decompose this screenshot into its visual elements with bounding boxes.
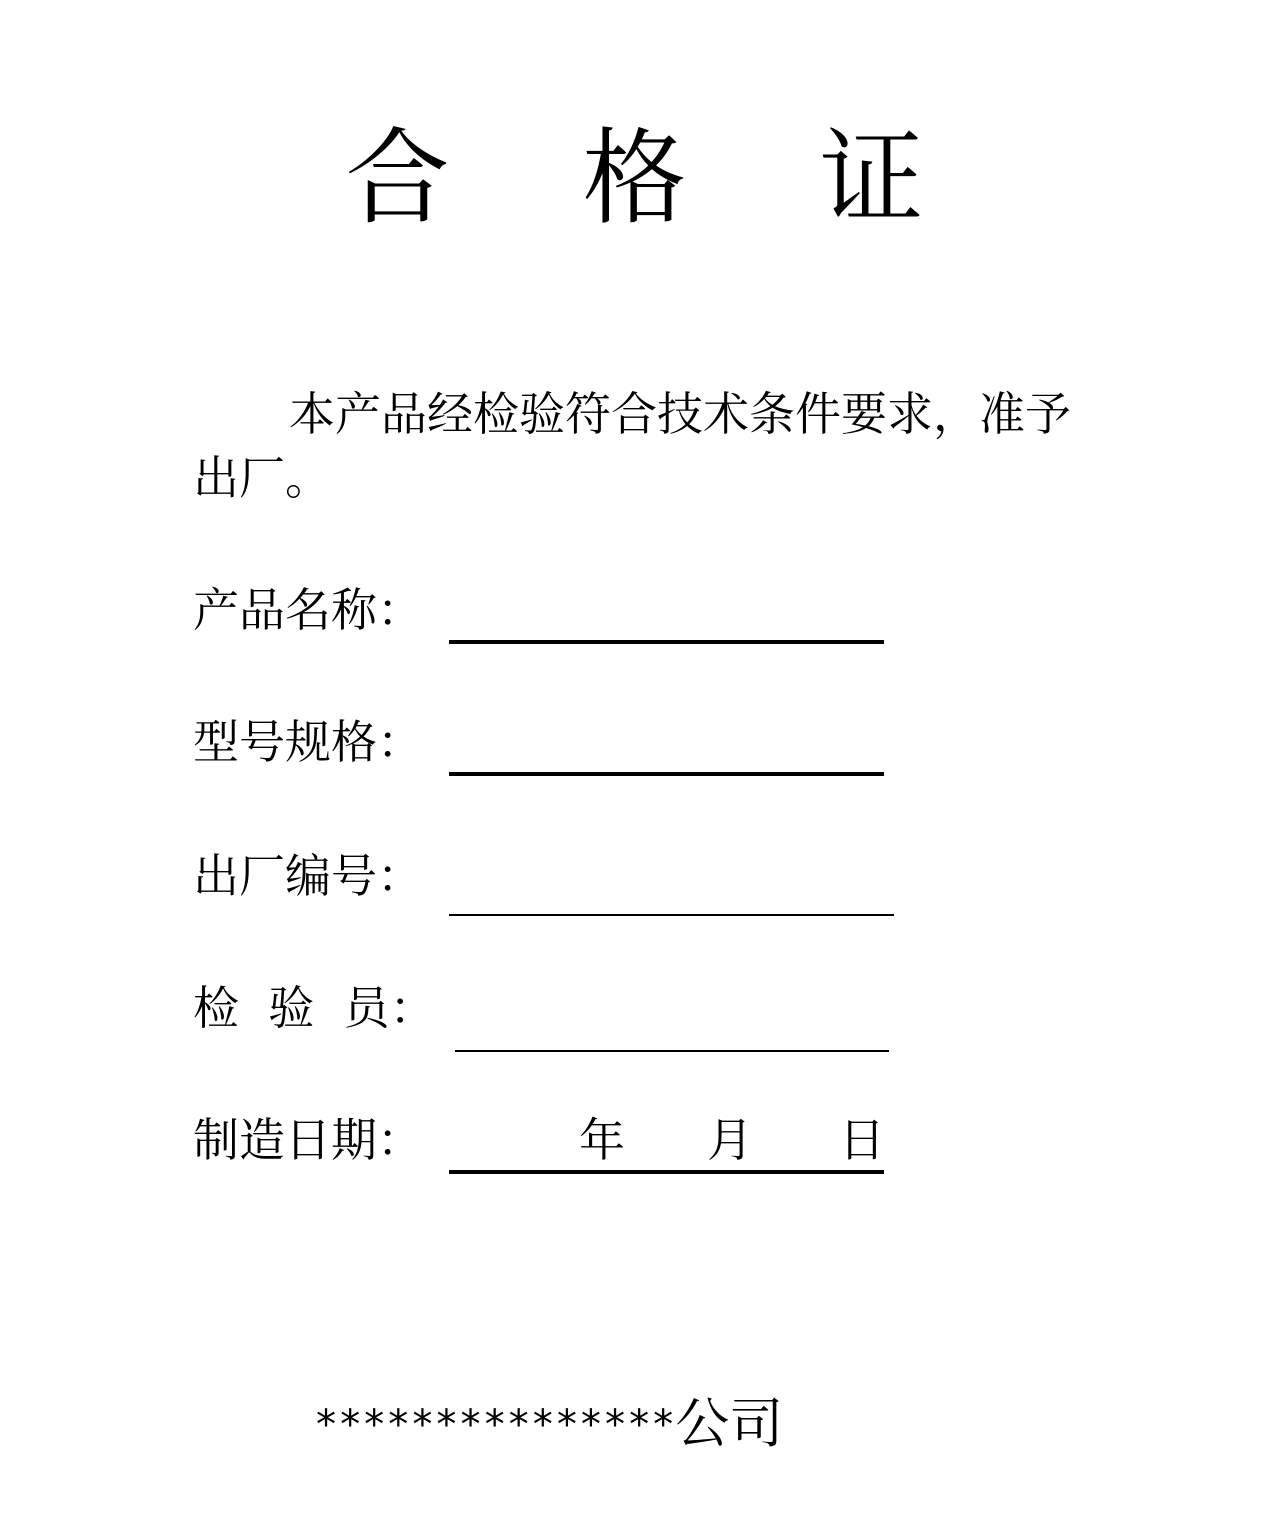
product-name-field — [193, 580, 913, 644]
company-signature — [314, 1392, 783, 1457]
date-month-label: 月 — [707, 1113, 753, 1167]
date-day-label: 日 — [839, 1113, 885, 1167]
model-spec-label: 型号规格： — [193, 715, 423, 769]
inspector-blank — [455, 1050, 889, 1052]
manufacture-date-label: 制造日期： — [193, 1113, 423, 1167]
serial-number-label: 出厂编号： — [193, 849, 423, 903]
serial-number-blank — [449, 914, 894, 916]
inspector-field — [193, 978, 913, 1042]
model-spec-blank — [449, 772, 884, 776]
inspector-label: 检 验 员： — [193, 981, 436, 1035]
model-spec-field — [193, 712, 913, 776]
inspection-statement: 本产品经检验符合技术条件要求，准予出厂。 — [193, 387, 1071, 505]
certificate-title: 合 格 证 — [345, 117, 974, 239]
manufacture-date-blank — [449, 1114, 884, 1174]
serial-number-field — [193, 846, 913, 910]
manufacture-date-field — [193, 1110, 913, 1174]
company-name-mask: *************** — [314, 1402, 676, 1448]
product-name-label: 产品名称： — [193, 583, 423, 637]
company-suffix: 公司 — [675, 1392, 784, 1455]
product-name-blank — [449, 640, 884, 644]
date-year-label: 年 — [579, 1113, 625, 1167]
